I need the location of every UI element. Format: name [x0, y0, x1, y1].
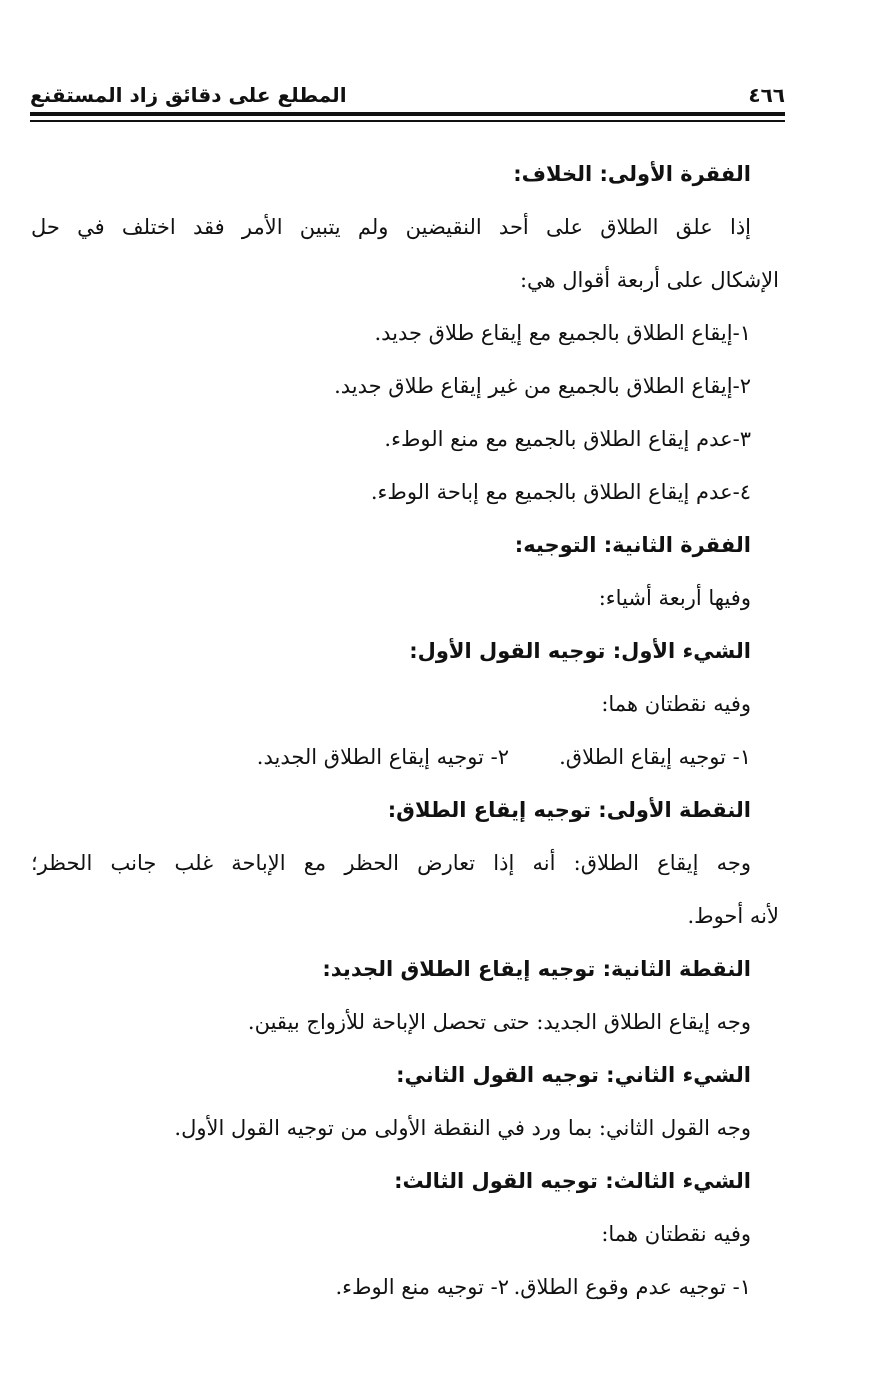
page-number: ٤٦٦ — [748, 83, 785, 107]
paragraph-line: وفيه نقطتان هما: — [601, 1222, 751, 1246]
paragraph-line: وفيه نقطتان هما: — [601, 692, 751, 716]
paragraph-line: الإشكال على أربعة أقوال هي: — [519, 268, 779, 292]
paragraph-line: وفيها أربعة أشياء: — [598, 586, 751, 610]
list-item: ٢- توجيه منع الوطء. — [335, 1275, 509, 1299]
section-heading: الفقرة الثانية: التوجيه: — [514, 533, 751, 557]
list-item: ٢- توجيه إيقاع الطلاق الجديد. — [256, 745, 509, 769]
list-item: ١- توجيه إيقاع الطلاق. — [559, 745, 751, 769]
paragraph-line: وجه إيقاع الطلاق الجديد: حتى تحصل الإباحة للأزواج بيقين. — [247, 1010, 751, 1034]
paragraph-line: وجه القول الثاني: بما ورد في النقطة الأولى من توجيه القول الأول. — [174, 1116, 751, 1140]
list-item: ٢-إيقاع الطلاق بالجميع من غير إيقاع طلاق جديد. — [334, 374, 751, 398]
subsection-heading: الشيء الثاني: توجيه القول الثاني: — [396, 1063, 751, 1087]
section-heading: الفقرة الأولى: الخلاف: — [513, 162, 751, 186]
paragraph-line: إذا علق الطلاق على أحد النقيضين ولم يتبين الأمر فقد اختلف في حل — [31, 215, 751, 239]
page-body — [31, 148, 779, 1314]
two-column-list — [31, 731, 751, 784]
point-heading: النقطة الثانية: توجيه إيقاع الطلاق الجديد: — [322, 957, 751, 981]
two-column-list — [31, 1261, 751, 1314]
header-rule-thick — [30, 112, 785, 116]
book-title: المطلع على دقائق زاد المستقنع — [30, 83, 347, 107]
running-header — [30, 82, 785, 108]
list-item: ٤-عدم إيقاع الطلاق بالجميع مع إباحة الوطء. — [370, 480, 751, 504]
paragraph-line: وجه إيقاع الطلاق: أنه إذا تعارض الحظر مع الإباحة غلب جانب الحظر؛ — [31, 851, 751, 875]
subsection-heading: الشيء الثالث: توجيه القول الثالث: — [394, 1169, 751, 1193]
point-heading: النقطة الأولى: توجيه إيقاع الطلاق: — [387, 798, 751, 822]
list-item: ١-إيقاع الطلاق بالجميع مع إيقاع طلاق جديد. — [374, 321, 751, 345]
header-rule-thin — [30, 120, 785, 122]
paragraph-line: لأنه أحوط. — [687, 904, 779, 928]
list-item: ٣-عدم إيقاع الطلاق بالجميع مع منع الوطء. — [384, 427, 751, 451]
subsection-heading: الشيء الأول: توجيه القول الأول: — [409, 639, 751, 663]
list-item: ١- توجيه عدم وقوع الطلاق. — [513, 1275, 751, 1299]
